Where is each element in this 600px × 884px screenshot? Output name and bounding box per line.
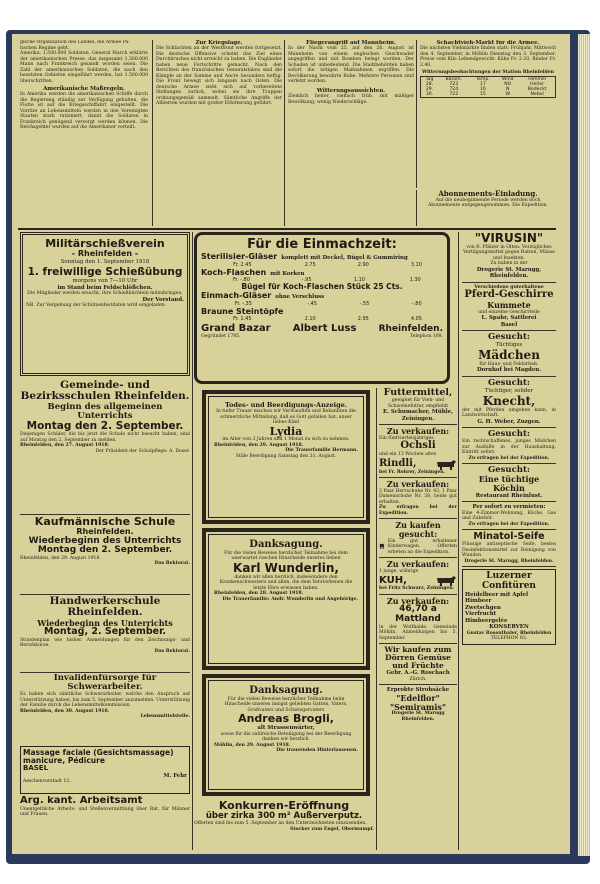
ad-address: Zu erfragen bei der Expedition.: [468, 521, 550, 527]
page-edges: [578, 34, 590, 856]
ad-item: Mädchen: [478, 347, 540, 362]
ad-text: und ein 13 Wochen altes: [379, 452, 437, 458]
news-paragraph: In der Nacht vom 25. auf den 26. August ist Mannheim von einem englischen Geschwader angegriffen und mit Bomben belegt worden. Der Schaden ist unbedeutend. Die Stadtbehörden haben sofort die nötigen Maßnahmen ergriffen. Die Bevölkerung bewahrte Ruhe. Mehrere Personen sind verletzt worden.: [288, 46, 414, 85]
ad-title: Militärschießverein: [45, 237, 165, 250]
row-steintoepfe: [201, 307, 443, 316]
ad-title: Verschiedene guterhaltene: [474, 284, 544, 290]
ad-signature: Das Rektorat.: [154, 561, 190, 567]
ad-text: geeignet für Vieh- und Schweinefutter, empfiehlt: [387, 398, 449, 409]
ad-name: E. Schumacher, Mühle, Zeiningen.: [382, 409, 454, 422]
ad-text: In tiefer Trauer machen wir Verwandten und Bekannten die schmerzliche Mitteilung, daß es Gott gefallen hat, unser liebes Kind: [216, 409, 356, 426]
ad-text: Für die vielen Beweise herzlicher Teilnahme bei dem unerwartet raschen Hinscheide unseres lieben: [224, 550, 348, 562]
news-heading: Zur Kriegslage.: [195, 40, 243, 46]
ad-title: Massage faciale (Gesichtsmassage) manicure, Pédicure: [23, 748, 174, 766]
ad-title: Wir kaufen zum Dörren Gemüse und Früchte: [384, 645, 452, 671]
ad-item: Himbeergelée: [465, 617, 508, 624]
news-heading: Amerikanische Maßregeln.: [43, 86, 125, 92]
column-divider: [192, 232, 193, 850]
classifieds-column: [376, 388, 457, 850]
divider: [20, 672, 190, 673]
newspaper-page: [12, 34, 570, 854]
right-ads-column: [458, 232, 556, 850]
news-heading: Fliegerangriff auf Mannheim.: [306, 40, 396, 46]
product-info: komplett mit Deckel, Bügel & Gummiring: [281, 255, 408, 262]
bazar-footer: [201, 334, 443, 340]
ad-text: Zu haben in der: [490, 261, 528, 267]
price-row-3: Fr. -.35 -.45 -.55 -.80: [234, 300, 422, 307]
ad-item: Kummete: [487, 300, 531, 311]
ad-text: Tüchtiges: [495, 342, 523, 349]
ad-text: Offerten sind bis zum 5. September an den Unterzeichneten einzusenden.: [194, 821, 367, 827]
price-row-2: Fr. -.80 -.95 1.10 1.30: [232, 277, 421, 283]
ad-gesucht-aushilfe: [462, 430, 556, 461]
ad-signature: Der Vorstand.: [142, 296, 184, 303]
ad-title: Erprobte Strohsäcke: [386, 687, 450, 694]
ad-title: Futtermittel,: [383, 388, 453, 398]
ad-address: bei Fritz Schwarz, Zeiningen.: [379, 586, 455, 592]
ad-note: NB. Zur Vergebung der Schützenfestdaten wird eingeladen.: [26, 303, 167, 309]
product-label: Braune Steintöpfe: [201, 306, 284, 316]
row-sterilisier: [201, 252, 443, 261]
ad-title: Gesucht:: [487, 465, 531, 476]
news-paragraph: Die nächsten Viehmärkte finden statt: Frühjahr, Mittwoch den 4. September, in Möhlin Dienstag den 3. September. Preise vom Kilo Lebendgewicht: Kühe Fr. 2.20, Rinder Fr. 2.40.: [420, 46, 556, 68]
product-info: mit Korken: [270, 270, 305, 277]
shop-city: Rheinfelden.: [378, 323, 443, 334]
ad-item: Pferd-Geschirre: [464, 289, 554, 301]
ad-subtitle: Beginn des allgemeinen Unterrichts: [47, 401, 163, 421]
ad-signature: Stocker zum Engel, Obermumpf.: [290, 826, 374, 832]
ad-massage: [20, 746, 190, 794]
ad-title: "VIRUSIN": [474, 232, 544, 245]
ad-title: Handwerkerschule Rheinfelden.: [49, 596, 161, 619]
ad-militarschiessverein: [20, 232, 190, 376]
ad-text: Es haben sich sämtliche Schwerarbeiter, welche den Anspruch auf Unterstützung haben, bis zum 5. September anzumelden. Unterstützung der Familie durch die Lebensmittelkommission.: [20, 692, 190, 709]
ad-text: Tüchtiger, solider: [484, 388, 534, 395]
funeral-note: Stille Beerdigung Samstag den 31. August.: [235, 453, 337, 459]
ad-gemeindeschulen: [20, 380, 190, 510]
ad-time: morgens von 7—10 Uhr: [72, 278, 138, 285]
news-text: tischen Regime gebt.: [20, 45, 70, 51]
ad-arbeitsamt: [20, 796, 190, 848]
ad-item: Vierfrucht: [465, 611, 497, 618]
ad-text: Ein rechtschaffenes, junges Mädchen zur Aushilfe in der Haushaltung. Eintritt sofort.: [462, 439, 556, 456]
divider: [20, 514, 190, 515]
ad-strohsaecke: [379, 687, 457, 722]
ad-signature: Der Präsident der Schulpflege: A. Doser.: [95, 448, 190, 454]
ad-city: BASEL: [23, 764, 49, 773]
ad-text: im Alter von 3 Jahren und 1 Monat zu sich zu nehmen.: [222, 437, 350, 443]
ad-item: Heidelbeer mit Apfel: [465, 591, 529, 598]
ad-text: Für die vielen Beweise herzlicher Teilnahme beim Hinscheide unseres innigst geliebten Gatten, Vaters, Großvaters und Schwiegervaters: [224, 696, 348, 713]
ad-item: 46,70 a Mattland: [395, 604, 441, 624]
ad-signature: Die Trauerfamilie: Andr. Wunderlin und Angehörige.: [222, 596, 358, 602]
ad-text: in der Wolfhalde, Gemeinde Möhlin. Anmeldungen bis 5. September.: [379, 624, 457, 641]
ad-title: Danksagung.: [249, 685, 323, 696]
ad-name: Gebr. A.-G. Roschach: [386, 670, 450, 677]
ad-text: 1 junge, währige: [379, 568, 419, 574]
ad-title: Minatol-Seife: [473, 531, 545, 543]
news-heading: Schachtvieh-Markt für die Armee.: [436, 40, 540, 46]
ad-item: Knecht,: [482, 393, 536, 408]
ad-location: im Stand beim Feldschlößchen.: [57, 284, 153, 291]
founded: Gegründet 1785.: [201, 333, 241, 339]
ad-item: KUH,: [379, 574, 407, 586]
ad-text: und einzelne Geschirrteile: [478, 309, 540, 315]
ad-address: Aeschenvorstadt 12.: [23, 779, 71, 785]
ad-title: Kaufmännische Schule: [34, 516, 176, 528]
ad-verkaufen-ochsli: [379, 427, 457, 475]
row-einmach-glaeser: [201, 291, 443, 300]
pram-icon: [379, 539, 386, 553]
ad-minatol: [462, 532, 556, 564]
ad-virusin: [462, 232, 556, 280]
ad-gesucht-knecht: [462, 379, 556, 425]
ad-item: Rindli,: [379, 458, 417, 470]
ad-text: sowie für die zahlreiche Beteiligung bei der Beerdigung danken wir herzlich.: [220, 731, 352, 743]
ad-text: danken wir allen herzlich, insbesondere den Krankenschwestern und allen, die dem Verstorbenen die letzte Ehre erwiesen haben.: [219, 574, 353, 591]
ad-address: bei Fr. Rohrer, Zeiningen.: [379, 469, 446, 475]
ad-date: Montag, 2. September.: [43, 626, 167, 638]
ad-city: Zürich.: [409, 676, 427, 682]
ad-text: von R. Pfälzer in Olten. Vorzügliches Vertilgungsmittel gegen Ratten, Mäuse und Insekten.: [463, 244, 555, 261]
ad-text: Eine 4-Zimmer-Wohnung, Küche, Gas und Zubehör.: [462, 510, 556, 522]
news-paragraph: Amerika. 1.500.000 Soldaten. General March erklärte der amerikanischen Presse, das insgesamt 1.500.000 Mann nach Frankreich gesandt worden seien. Die Zahl der amerikanischen Soldaten, die nach den besetzten Gebieten eingeführt werden, hat 1.500.000 überschritten.: [20, 51, 148, 84]
ad-title: Danksagung.: [249, 539, 323, 550]
ad-text: Ein gut erhaltener Kinderwagen. Offerten erbeten an die Expedition.: [387, 538, 457, 555]
bugel-offer: Bügel für Koch-Flaschen Stück 25 Cts.: [241, 282, 403, 291]
ad-subtitle: KONSERVEN: [489, 624, 529, 631]
ad-subtitle: Wiederbeginn des Unterrichts: [37, 617, 173, 628]
ad-text: Unentgeltliche Arbeits- und Stellenvermittlung über Rat, für Männer und Frauen.: [20, 806, 190, 818]
ad-item: "Semiramis": [389, 701, 447, 712]
news-column-3: [284, 40, 414, 226]
ad-danksagung-wunderlin: [202, 528, 370, 670]
product-label: Einmach-Gläser: [201, 291, 272, 301]
shop-name: Grand Bazar: [201, 322, 271, 334]
ad-place: - Rheinfelden -: [71, 248, 139, 258]
ad-shop: Drogerie St. Marugg Rheinfelden.: [391, 711, 445, 722]
deceased-name: Lydia: [269, 424, 303, 438]
deceased-name: Andreas Brogli,: [238, 712, 334, 726]
ad-item: Himbeer: [465, 598, 492, 605]
ad-luzerner-confitueren: [462, 569, 556, 644]
ad-text: Diejenigen Schüler, die bis jetzt die Schule nicht besucht haben, sind auf Montag den 2. September zu melden.: [20, 432, 190, 443]
ad-place-date: Rheinfelden, den 29. August 1918.: [214, 442, 304, 448]
ad-kaufen-kinderwagen: [379, 521, 457, 555]
ad-futtermittel: [379, 388, 457, 422]
ad-item: "Edelflor": [396, 692, 440, 703]
ad-title: Invalidenfürsorge für Schwerarbeiter.: [53, 674, 157, 693]
ad-konkurrenz: [194, 800, 374, 850]
ad-text: Ein fünfviertelsjähriges: [379, 435, 434, 441]
ad-title: Zu kaufen gesucht:: [395, 520, 441, 539]
ad-name: Gustav Rosenthaler, Rheinfelden: [466, 630, 552, 636]
product-label: Sterilisier-Gläser: [201, 252, 278, 262]
ad-pferdgeschirre: [462, 285, 556, 328]
ad-date: Montag den 2. September.: [37, 545, 173, 556]
weather-table: Tag Barom. Temp. Wind Himmel 28. 723 17 NO Heiter 29. 724 16 N Bedeckt 30. 722 15 W Nebel: [420, 76, 556, 98]
ad-title: Konkurren-Eröffnung: [218, 800, 350, 812]
ad-address: Zu erfragen bei der Expedition.: [379, 505, 457, 516]
ad-title: Gesucht:: [487, 429, 531, 439]
price-row-4: Fr. 1.45 2.10 2.95 4.05: [233, 315, 422, 322]
ad-place: Rheinfelden.: [76, 526, 134, 536]
ad-title: Zu verkaufen:: [386, 595, 450, 606]
ad-handwerkerschule: [20, 596, 190, 668]
ad-text: der mit Pferden umgehen kann, in Landwirtschaft.: [462, 407, 556, 419]
ad-title: Zu verkaufen:: [386, 426, 450, 437]
ad-kaufmaennische-schule: [20, 516, 190, 590]
ad-vermieten: [462, 504, 556, 527]
section-divider: [18, 228, 556, 230]
ad-verkaufen-schuhe: [379, 480, 457, 516]
weather-table-title: Witterungsbeobachtungen der Station Rheinfelden: [421, 70, 554, 76]
news-text: gische Organisation des Landes, die Armee Pa-: [20, 40, 130, 45]
ad-gemuse: [379, 646, 457, 682]
row-koch-flaschen: [201, 268, 443, 277]
abo-title: Abonnements-Einladung.: [438, 190, 538, 198]
ad-gesucht-koechin: [462, 466, 556, 499]
ad-shop: Drogerie St. Marugg, Rheinfelden.: [464, 558, 554, 564]
ad-address: Restaurant Rheinlust.: [475, 492, 543, 499]
ad-gesucht-maedchen: [462, 333, 556, 374]
divider: [20, 594, 190, 595]
ad-item: Ochsli: [400, 440, 436, 452]
ad-name: M. Fehr: [163, 772, 187, 779]
ad-subtitle: Wiederbeginn des Unterrichts: [28, 535, 182, 546]
price-row-1: Fr. 2.45 2.75 2.90 3.10: [233, 261, 422, 268]
ad-invalidenfuersorge: [20, 674, 190, 744]
ad-address: Zu erfragen bei der Expedition.: [468, 455, 550, 461]
product-info: ohne Verschluss: [275, 294, 325, 301]
ad-title: Todes- und Beerdigungs-Anzeige.: [224, 401, 348, 409]
ad-name: L. Spahr, Sattlerei: [481, 315, 537, 322]
ad-signature: Das Rektorat.: [154, 648, 190, 654]
phone: Telephon 108.: [410, 333, 443, 339]
ad-place-date: Rheinfelden, den 27. August 1918.: [20, 443, 110, 449]
ad-signature: Lebensmittelstelle.: [140, 714, 190, 720]
ad-subtitle: über zirka 300 m² Außerverputz.: [205, 810, 363, 821]
ad-place-date: Rheinfelden, den 29. August 1918.: [20, 555, 101, 561]
ad-item: Zwetschgen: [465, 604, 501, 611]
ad-todesanzeige-lydia: [202, 390, 370, 524]
ad-event: 1. freiwillige Schießübung: [27, 265, 183, 278]
ad-item: Eine tüchtige Köchin: [478, 474, 540, 493]
cow-icon: [435, 458, 457, 470]
news-paragraph: Ziemlich heiter, vielfach trüb, mit mäßiger Bewölkung; wenig Niederschläge.: [288, 94, 414, 105]
ad-title: Zu verkaufen:: [386, 479, 450, 490]
ad-einmachzeit: [194, 232, 450, 384]
ad-danksagung-brogli: [202, 674, 370, 796]
ad-title: Zu verkaufen:: [386, 559, 450, 570]
ad-title: Luzerner Confitüren: [482, 571, 536, 592]
ad-phone: TELEPHON 83.: [490, 636, 528, 642]
ad-date: Sonntag den 1. September 1918: [60, 258, 150, 265]
ad-title: Für die Einmachzeit:: [247, 237, 397, 252]
ad-text: Die Mitglieder werden ersucht, ihre Schießbüchlein mitzubringen.: [27, 291, 183, 297]
ad-verkaufen-mattland: [379, 597, 457, 642]
ad-title: Gemeinde- und Bezirksschulen Rheinfelden.: [20, 380, 190, 403]
ad-place-date: Rheinfelden, den 30. August 1918.: [20, 708, 110, 714]
ad-verkaufen-kuh: [379, 560, 457, 592]
news-paragraph: Die Schlachten an der Westfront werden fortgesetzt. Die deutsche Offensive scheint das Ziel eines Durchbruches nicht erreicht zu haben. Die Engländer haben neue Fortschritte gemacht. Nach den Berichten des französischen Generalstabes sind die Kämpfe an der Somme und Ancre besonders heftig. Die Front bewegt sich langsam nach Osten. Die deutsche Armee zieht sich auf vorbereitete Stellungen zurück, wobei sie ihre Truppen ordnungsgemäß sammelt. Sämtliche Angriffe der Alliierten wurden mit großer Erbitterung geführt.: [156, 46, 282, 107]
ad-signature: Die trauernden Hinterlassenen.: [276, 748, 358, 754]
news-column-4: [416, 40, 556, 188]
news-heading: Witterungsaussichten.: [316, 87, 386, 94]
ad-text: Stundenplan wie bisher. Anmeldungen für den Zeichnungs- und Berufskurse.: [20, 637, 190, 649]
abo-invitation: [416, 190, 556, 226]
ad-text: 2 Paar Herrschuhe Nr. 43, 1 Paar Damenschuhe Nr. 38, beide gut erhalten.: [379, 488, 457, 505]
ad-address: Dornhof bei Magden.: [476, 367, 542, 374]
abo-text: Auf die neubeginnende Periode werden noch Abonnemente entgegengenommen. Die Expedition.: [427, 197, 549, 209]
deceased-name: Karl Wunderlin,: [233, 560, 339, 575]
ad-title: Per sofort zu vermieten:: [472, 504, 546, 511]
ad-title: Gesucht:: [487, 377, 531, 388]
news-column-2: [152, 40, 282, 226]
product-label: Koch-Flaschen: [201, 267, 267, 277]
ad-text: Flüssige antiseptische Seife, bestes Desinfektionsmittel zur Reinigung von Wunden.: [462, 542, 556, 559]
deceased-role: alt Strassenwärter,: [257, 725, 315, 732]
ad-city: Basel: [500, 321, 518, 328]
news-column-1: [20, 40, 148, 226]
ad-shop: Drogerie St. Marugg, Rheinfelden.: [476, 266, 542, 280]
ad-title: Arg. kant. Arbeitsamt: [20, 796, 143, 806]
ad-place-date: Möhlin, den 29. August 1918.: [214, 742, 291, 748]
news-paragraph: In Amerika werden die amerikanischen Schiffe durch die Regierung ständig zur Verfügung gehalten, die Flotte ist auf die Kriegsschiffahrt eingestellt. Die Vorräte an Lebensmitteln werden in den Vereinigten Staaten stark rationiert, damit die Soldaten in Frankreich genügend versorgt werden können. Die Reichsgelder wurden auf die Amerikaner verteilt.: [20, 92, 148, 131]
ad-address: G. H. Weber, Zuzgen.: [477, 418, 541, 425]
ad-title: Gesucht:: [487, 332, 531, 343]
cow-icon: [435, 574, 457, 586]
ad-signature: Die Trauerfamilie Hermann.: [285, 448, 358, 454]
ad-date: Montag den 2. September.: [26, 420, 184, 432]
owner-name: Albert Luss: [292, 322, 357, 334]
ad-text: für Haus- und Feldarbeit.: [479, 361, 539, 367]
ad-place-date: Rheinfelden, den 28. August 1918.: [214, 591, 304, 597]
bazar-line: [201, 323, 443, 334]
